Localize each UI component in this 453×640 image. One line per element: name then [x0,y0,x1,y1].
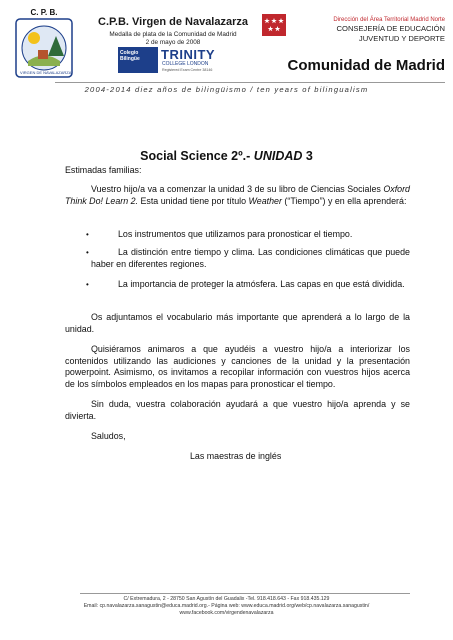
footer-facebook-link[interactable]: www.facebook.com/virgendenavalazarza [179,610,274,616]
greeting: Estimadas familias: [65,165,142,175]
trinity-badge-label: Colegio Bilingüe [118,47,158,73]
intro-text-b: Esta unidad tiene por título [138,195,249,206]
region-department: JUVENTUD Y DEPORTE [358,34,445,43]
trinity-sub: COLLEGE LONDON [162,61,209,67]
school-subtitle-1: Medalla de plata de la Comunidad de Madrid [109,31,237,38]
trinity-name: TRINITY [161,47,216,62]
school-subtitle-2: 2 de mayo de 2008 [145,39,201,46]
footer-email-link[interactable]: Email: cp.navalazarza.sanagustin@educa.madrid.org.- Página web: www.educa.madrid.org/web/cp.navalazarza.sanagustin/ [83,603,370,609]
document-title [0,149,453,163]
region-council: CONSEJERÍA DE EDUCACIÓN [336,24,445,33]
school-name: C.P.B. Virgen de Navalazarza [98,16,248,28]
footer-address: C/ Extremadura, 2 - 28750 San Agustín del Guadalix -Tel. 918.418.643 - Fax 918.435.129 [123,596,330,602]
paragraph-vocabulary: Os adjuntamos el vocabulario más importante que aprenderá a lo largo de la unidad. [65,312,410,334]
bullet-item-3 [86,279,410,291]
closing: Saludos, [91,431,126,441]
logo-text-side: VIRGEN DE NAVALAZARZA [20,70,72,75]
title-prefix: Social Science 2º.- [140,149,254,163]
header-divider [55,82,445,83]
intro-text-c: (“Tiempo”) y en ella aprenderá: [281,195,407,206]
trinity-reg: Registered Exam Centre 38146 [162,68,213,72]
footer-divider [80,593,410,594]
paragraph-encourage: Quisiéramos animaros a que ayudéis a vuestro hijo/a a interiorizar los contenidos utilizando las audiciones y canciones de la unidad y la presentación powerpoint. Asimismo, os invitamos a recopilar información con vuestros hijos acerca de los símbolos empleados en los mapas para pronosticar el tiempo. [65,344,410,389]
bullet-icon: • [86,248,89,257]
logo-text-top: C. P. B. [30,8,58,17]
trinity-badge [118,47,248,77]
paragraph-intro [65,184,410,207]
tagline: 2004-2014 diez años de bilingüismo / ten years of bilingualism [84,85,369,94]
madrid-flag-icon [262,14,286,36]
signature: Las maestras de inglés [190,451,282,461]
bullet-icon: • [86,230,89,239]
school-logo [8,6,80,80]
bullet-item-2 [86,247,410,270]
bullet-icon: • [86,280,89,289]
paragraph-thanks: Sin duda, vuestra colaboración ayudará a que vuestro hijo/a aprenda y se divierta. [65,399,410,421]
title-unit: UNIDAD [253,149,303,163]
bullet-text: Los instrumentos que utilizamos para pronosticar el tiempo. [118,229,353,239]
region-directorate: Dirección del Área Territorial Madrid Norte [333,17,445,23]
bullet-text: La distinción entre tiempo y clima. Las condiciones climáticas que puede haber en diferentes regiones. [91,247,410,269]
bullet-text: La importancia de proteger la atmósfera. Las capas en que está dividida. [118,279,405,289]
unit-topic: Weather [248,195,282,206]
book-title: Oxford Think Do! Learn 2. [65,184,410,206]
region-name: Comunidad de Madrid [287,57,445,74]
bullet-item-1 [86,229,410,241]
intro-text-a: Vuestro hijo/a va a comenzar la unidad 3 de su libro de Ciencias Sociales [91,184,384,194]
title-number: 3 [302,149,313,163]
